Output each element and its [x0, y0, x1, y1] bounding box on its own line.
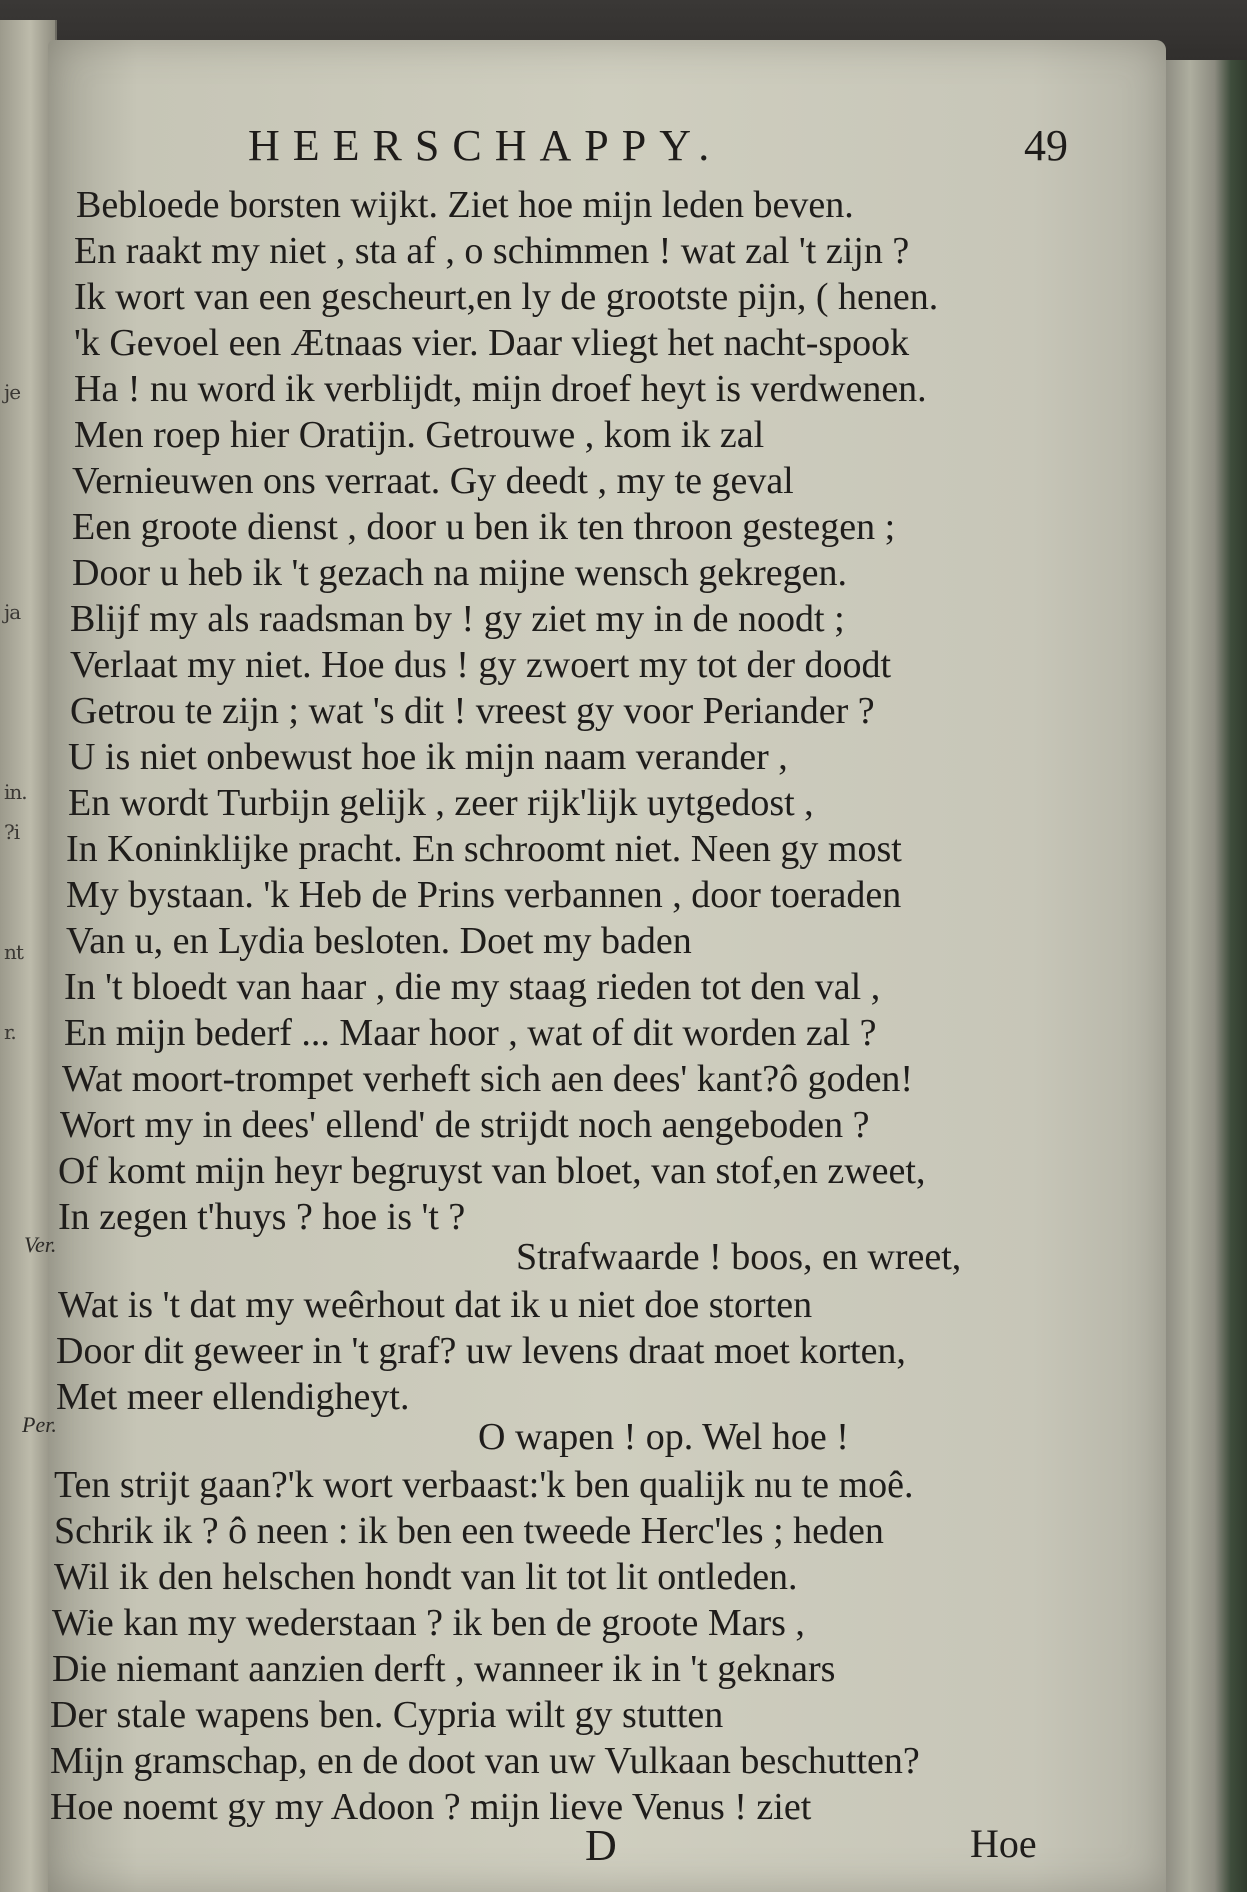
verse-line: Getrou te zijn ; wat 's dit ! vreest gy voor Periander ?	[70, 690, 875, 732]
verse-line: Verlaat my niet. Hoe dus ! gy zwoert my tot der doodt	[70, 644, 892, 686]
speaker-label: Ver.	[24, 1232, 57, 1257]
speaker-label: Per.	[22, 1412, 57, 1437]
verse-line: Men roep hier Oratijn. Getrouwe , kom ik zal	[74, 414, 765, 456]
verse-line: Ha ! nu word ik verblijdt, mijn droef heyt is verdwenen.	[74, 368, 927, 410]
verse-line: Door u heb ik 't gezach na mijne wensch gekregen.	[72, 552, 848, 594]
facing-page-fragment: in.	[4, 780, 27, 804]
verse-line: Wie kan my wederstaan ? ik ben de groote Mars ,	[52, 1602, 805, 1644]
verse-line: Hoe noemt gy my Adoon ? mijn lieve Venus ! ziet	[50, 1786, 812, 1828]
verse-line: Ten strijt gaan?'k wort verbaast:'k ben qualijk nu te moê.	[54, 1464, 914, 1506]
verse-line: In Koninklijke pracht. En schroomt niet. Neen gy most	[66, 828, 902, 870]
verse-line: Wort my in dees' ellend' de strijdt noch aengeboden ?	[60, 1104, 870, 1146]
verse-line: Vernieuwen ons verraat. Gy deedt , my te geval	[72, 460, 794, 502]
verse-line: 'k Gevoel een Ætnaas vier. Daar vliegt het nacht-spook	[74, 322, 910, 364]
verse-line: En wordt Turbijn gelijk , zeer rijk'lijk uytgedost ,	[68, 782, 814, 824]
facing-page-fragment: nt	[4, 940, 23, 964]
page-header	[248, 120, 1068, 180]
verse-line: Of komt mijn heyr begruyst van bloet, van stof,en zweet,	[58, 1150, 926, 1192]
signature-mark: D	[585, 1821, 617, 1870]
facing-page-fragment: ja	[4, 600, 21, 624]
verse-line: Blijf my als raadsman by ! gy ziet my in de noodt ;	[70, 598, 845, 640]
verse-line: In zegen t'huys ? hoe is 't ?	[58, 1196, 466, 1238]
verse-line: Ik wort van een gescheurt,en ly de grootste pijn, ( henen.	[74, 276, 939, 318]
verse-line: Wat moort-trompet verheft sich aen dees' kant?ô goden!	[62, 1058, 914, 1100]
verse-line: Door dit geweer in 't graf? uw levens draat moet korten,	[56, 1330, 906, 1372]
verse-line: En raakt my niet , sta af , o schimmen ! wat zal 't zijn ?	[74, 230, 910, 272]
verse-line: Strafwaarde ! boos, en wreet,	[516, 1236, 962, 1278]
verse-line: En mijn bederf ... Maar hoor , wat of dit worden zal ?	[64, 1012, 877, 1054]
facing-page-fragment: ?i	[4, 820, 20, 844]
book-cover-edge	[1166, 60, 1247, 1892]
verse-line: Bebloede borsten wijkt. Ziet hoe mijn leden beven.	[76, 184, 854, 226]
catchword: Hoe	[970, 1821, 1037, 1866]
verse-line: Met meer ellendigheyt.	[56, 1376, 410, 1418]
verse-line: Der stale wapens ben. Cypria wilt gy stutten	[50, 1694, 724, 1736]
verse-line: O wapen ! op. Wel hoe !	[478, 1416, 849, 1458]
verse-line: Een groote dienst , door u ben ik ten throon gestegen ;	[72, 506, 896, 548]
facing-page-fragment: r.	[4, 1020, 16, 1044]
verse-line: Van u, en Lydia besloten. Doet my baden	[66, 920, 692, 962]
verse-line: My bystaan. 'k Heb de Prins verbannen , door toeraden	[66, 874, 902, 916]
verse-line: Wat is 't dat my weêrhout dat ik u niet doe storten	[58, 1284, 813, 1326]
running-title: HEERSCHAPPY.	[248, 121, 723, 170]
verse-line: Wil ik den helschen hondt van lit tot lit ontleden.	[54, 1556, 798, 1598]
verse-line: Schrik ik ? ô neen : ik ben een tweede Herc'les ; heden	[54, 1510, 884, 1552]
verse-line: In 't bloedt van haar , die my staag rieden tot den val ,	[64, 966, 881, 1008]
verse-line: U is niet onbewust hoe ik mijn naam verander ,	[68, 736, 788, 778]
page-number: 49	[1024, 121, 1068, 170]
verse-line: Die niemant aanzien derft , wanneer ik in 't geknars	[52, 1648, 836, 1690]
verse-line: Mijn gramschap, en de doot van uw Vulkaan beschutten?	[50, 1740, 920, 1782]
facing-page-fragment: je	[4, 380, 21, 404]
